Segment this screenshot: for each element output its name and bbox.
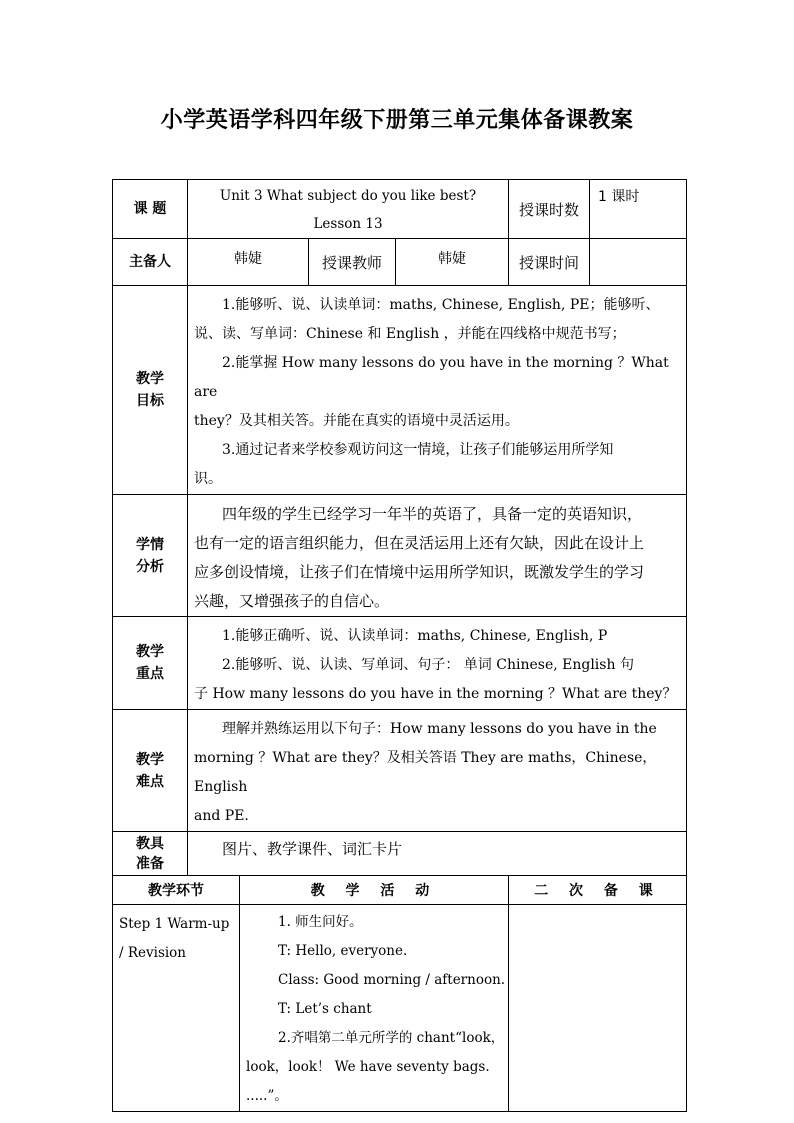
- goals-label: [113, 286, 188, 495]
- goals-line: they？及其相关答。并能在真实的语境中灵活运用。: [194, 413, 519, 429]
- hours-value: 1 课时: [590, 180, 687, 239]
- step1-row: [113, 905, 687, 1112]
- process-header-row: [113, 876, 687, 905]
- materials-content: 图片、教学课件、词汇卡片: [188, 832, 687, 876]
- materials-label-line2: 准备: [136, 855, 164, 872]
- analysis-line: 也有一定的语言组织能力，但在灵活运用上还有欠缺，因此在设计上: [194, 534, 645, 552]
- activity-line: T: Hello, everyone.: [278, 943, 408, 959]
- step1-name-line2: / Revision: [119, 945, 187, 961]
- goals-line: 说、读、写单词：Chinese 和 English ，并能在四线格中规范书写；: [194, 326, 626, 342]
- topic-line-lesson: Lesson 13: [313, 216, 383, 232]
- goals-label-line2: 目标: [136, 393, 164, 409]
- activity-line: T: Let’s chant: [278, 1001, 372, 1017]
- topic-row: [113, 180, 687, 239]
- materials-label: [113, 832, 188, 876]
- analysis-label-line1: 学情: [136, 536, 164, 553]
- difficulties-line: morning ？What are they？及相关答语 They are maths，Chinese，English: [194, 750, 657, 795]
- key-points-line: 1.能够正确听、说、认读单词：maths, Chinese, English, P: [222, 628, 608, 644]
- analysis-label-line2: 分析: [136, 558, 164, 575]
- analysis-content: [188, 495, 687, 617]
- time-label: 授课时间: [509, 239, 590, 286]
- author-value: 韩婕: [188, 239, 309, 286]
- key-points-row: [113, 617, 687, 710]
- document-title: 小学英语学科四年级下册第三单元集体备课教案: [160, 108, 634, 133]
- analysis-row: [113, 495, 687, 617]
- step1-name-line1: Step 1 Warm-up: [119, 916, 230, 932]
- goals-content: [188, 286, 687, 495]
- activity-line: Class: Good morning / afternoon.: [278, 972, 506, 988]
- activity-line: look，look！ We have seventy bags. .....”。: [246, 1059, 490, 1104]
- teacher-label: 授课教师: [309, 239, 396, 286]
- topic-line-unit: Unit 3 What subject do you like best?: [219, 188, 477, 204]
- analysis-line: 兴趣，又增强孩子的自信心。: [194, 592, 390, 610]
- process-header-step: 教学环节: [113, 876, 240, 905]
- materials-row: [113, 832, 687, 876]
- key-points-label: [113, 617, 188, 710]
- difficulties-label: [113, 710, 188, 832]
- difficulties-content: [188, 710, 687, 832]
- process-header-second-prep: 二 次 备 课: [509, 876, 687, 905]
- goals-line: 3.通过记者来学校参观访问这一情境，让孩子们能够运用所学知: [222, 442, 614, 458]
- key-points-line: 子 How many lessons do you have in the morning ？What are they？: [194, 686, 677, 702]
- hours-label: 授课时数: [509, 180, 590, 239]
- goals-line: 2.能掌握 How many lessons do you have in the morning ？What are: [194, 355, 669, 400]
- difficulties-label-line1: 教学: [136, 751, 164, 768]
- difficulties-label-line2: 难点: [136, 773, 164, 790]
- teacher-value: 韩婕: [396, 239, 509, 286]
- topic-value: [188, 180, 509, 239]
- time-value: [590, 239, 687, 286]
- step1-second-prep: [509, 905, 687, 1112]
- process-header-activity: 教 学 活 动: [240, 876, 509, 905]
- goals-row: [113, 286, 687, 495]
- author-row: [113, 239, 687, 286]
- goals-line: 1.能够听、说、认读单词：maths, Chinese, English, PE；能够听、: [222, 297, 660, 313]
- activity-line: 2.齐唱第二单元所学的 chant“look，: [278, 1030, 505, 1046]
- key-points-line: 2.能够听、说、认读、写单词、句子： 单词 Chinese, English 句: [222, 657, 634, 673]
- analysis-line: 四年级的学生已经学习一年半的英语了，具备一定的英语知识，: [222, 505, 643, 523]
- topic-label: 课 题: [113, 180, 188, 239]
- key-points-content: [188, 617, 687, 710]
- key-points-label-line2: 重点: [136, 666, 164, 682]
- author-label: 主备人: [113, 239, 188, 286]
- analysis-label: [113, 495, 188, 617]
- difficulties-row: [113, 710, 687, 832]
- step1-activities: [240, 905, 509, 1112]
- difficulties-line: and PE.: [194, 808, 249, 824]
- activity-line: 1. 师生问好。: [278, 914, 363, 930]
- lesson-plan-table: [112, 179, 687, 1112]
- materials-label-line1: 教具: [136, 835, 164, 852]
- difficulties-line: 理解并熟练运用以下句子：How many lessons do you have in the: [222, 721, 657, 737]
- goals-label-line1: 教学: [136, 371, 164, 387]
- analysis-line: 应多创设情境，让孩子们在情境中运用所学知识，既激发学生的学习: [194, 563, 645, 581]
- key-points-label-line1: 教学: [136, 644, 164, 660]
- step1-name: [113, 905, 240, 1112]
- goals-line: 识。: [194, 471, 222, 487]
